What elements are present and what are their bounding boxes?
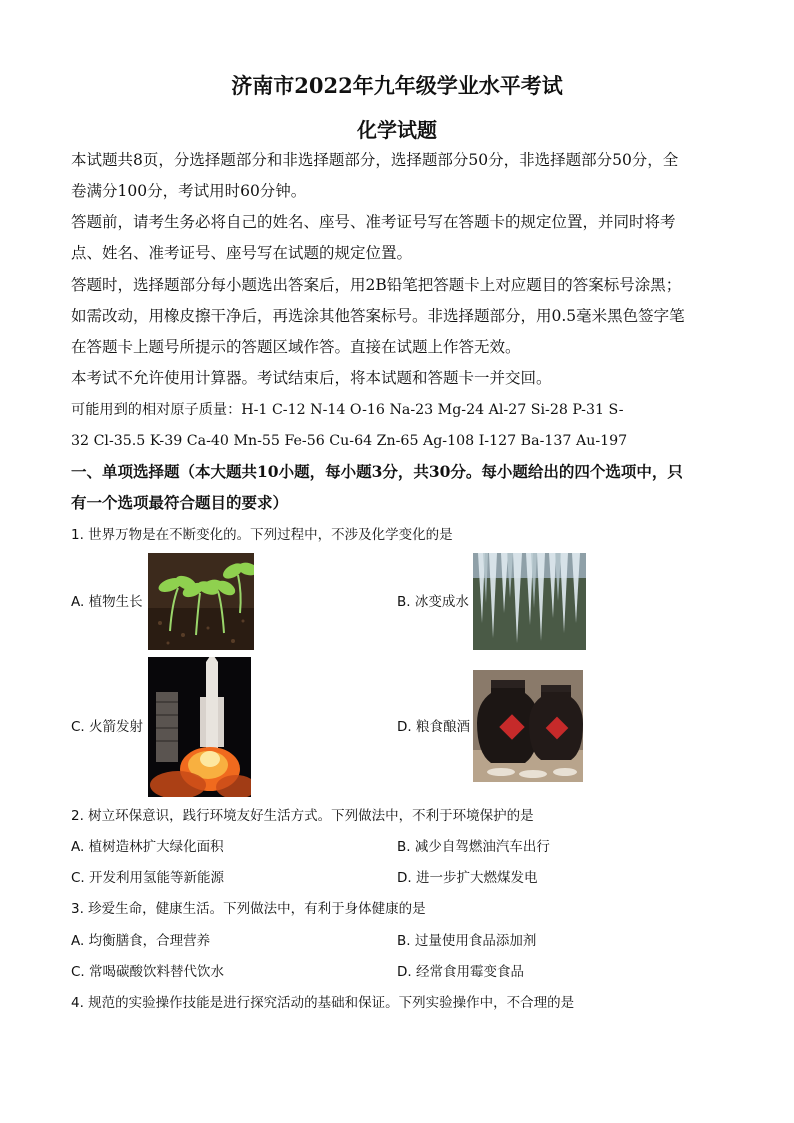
atomic-mass-line: 32 Cl-35.5 K-39 Ca-40 Mn-55 Fe-56 Cu-64 Zn-65 Ag-108 I-127 Ba-137 Au-197 xyxy=(71,433,628,449)
question-1-option-c: C. 火箭发射 xyxy=(71,719,144,735)
question-3-option-c: C. 常喝碳酸饮料替代饮水 xyxy=(71,964,225,980)
instruction-line: 卷满分100分，考试用时60分钟。 xyxy=(71,182,307,200)
question-2-option-a: A. 植树造林扩大绿化面积 xyxy=(71,839,224,855)
question-3-option-b: B. 过量使用食品添加剂 xyxy=(397,933,537,949)
instruction-line: 如需改动，用橡皮擦干净后，再选涂其他答案标号。非选择题部分，用0.5毫米黑色签字笔 xyxy=(71,307,685,325)
question-2-option-d: D. 进一步扩大燃煤发电 xyxy=(397,870,538,886)
question-3-option-a: A. 均衡膳食，合理营养 xyxy=(71,933,211,949)
question-1-option-d: D. 粮食酿酒 xyxy=(397,719,470,735)
instruction-line: 答题时，选择题部分每小题选出答案后，用2B铅笔把答题卡上对应题目的答案标号涂黑； xyxy=(71,276,682,294)
question-2-stem: 2. 树立环保意识，践行环境友好生活方式。下列做法中，不利于环境保护的是 xyxy=(71,808,534,824)
question-1-option-b: B. 冰变成水 xyxy=(397,594,469,610)
plant-seedling-image xyxy=(148,553,254,650)
instruction-line: 答题前，请考生务必将自己的姓名、座号、准考证号写在答题卡的规定位置，并同时将考 xyxy=(71,213,676,231)
instruction-line: 点、姓名、准考证号、座号写在试题的规定位置。 xyxy=(71,244,413,262)
section-heading: 一、单项选择题（本大题共10小题，每小题3分，共30分。每小题给出的四个选项中，只 xyxy=(71,462,683,481)
question-1-option-a: A. 植物生长 xyxy=(71,594,143,610)
rocket-launch-image xyxy=(148,657,251,797)
section-heading: 有一个选项最符合题目的要求） xyxy=(71,493,289,512)
melting-ice-image xyxy=(473,553,586,650)
question-1-stem: 1. 世界万物是在不断变化的。下列过程中，不涉及化学变化的是 xyxy=(71,527,453,543)
question-2-option-b: B. 减少自驾燃油汽车出行 xyxy=(397,839,550,855)
instruction-line: 在答题卡上题号所提示的答题区域作答。直接在试题上作答无效。 xyxy=(71,338,521,356)
page-title: 济南市2022年九年级学业水平考试 xyxy=(231,73,563,98)
question-4-stem: 4. 规范的实验操作技能是进行探究活动的基础和保证。下列实验操作中，不合理的是 xyxy=(71,995,575,1011)
page-subtitle: 化学试题 xyxy=(357,118,437,142)
question-2-option-c: C. 开发利用氢能等新能源 xyxy=(71,870,225,886)
atomic-mass-line: 可能用到的相对原子质量：H-1 C-12 N-14 O-16 Na-23 Mg-24 Al-27 Si-28 P-31 S- xyxy=(71,402,624,418)
question-3-option-d: D. 经常食用霉变食品 xyxy=(397,964,524,980)
wine-jars-image xyxy=(473,670,583,782)
instruction-line: 本试题共8页，分选择题部分和非选择题部分，选择题部分50分，非选择题部分50分，全 xyxy=(71,151,679,169)
instruction-line: 本考试不允许使用计算器。考试结束后，将本试题和答题卡一并交回。 xyxy=(71,369,552,387)
question-3-stem: 3. 珍爱生命，健康生活。下列做法中，有利于身体健康的是 xyxy=(71,901,426,917)
